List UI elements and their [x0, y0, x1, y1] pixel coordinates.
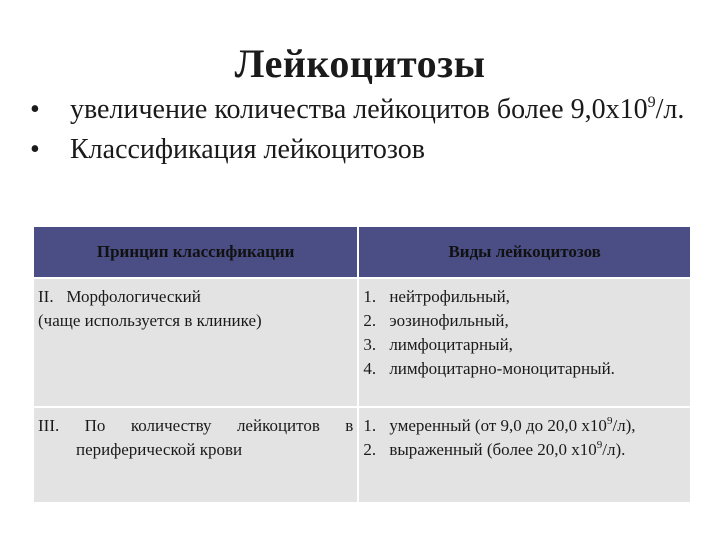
item-text-part: умеренный (от 9,0 до 20,0 х10	[389, 416, 607, 435]
bullet-marker: •	[30, 94, 40, 125]
bullet-text-part: /л.	[655, 94, 685, 125]
list-item	[363, 438, 686, 462]
item-text: лимфоцитарный,	[389, 335, 513, 354]
item-number: 4.	[363, 359, 377, 378]
item-text-part: выраженный (более 20,0 х10	[389, 440, 597, 459]
principle-note: периферической крови	[76, 440, 243, 459]
item-text: эозинофильный,	[389, 311, 509, 330]
item-text	[389, 414, 686, 438]
types-cell	[358, 407, 690, 503]
bullet-text	[70, 94, 700, 126]
principle-word: количеству	[130, 416, 212, 435]
principle-word: По	[84, 416, 106, 435]
table-row	[34, 278, 690, 407]
list-item	[363, 333, 686, 357]
table-row	[34, 407, 690, 503]
bullet-item	[30, 94, 700, 126]
item-number: 1.	[363, 287, 377, 306]
classification-table	[34, 227, 690, 504]
types-cell	[358, 278, 690, 407]
item-text-part: /л).	[602, 440, 626, 459]
item-text	[389, 438, 686, 462]
item-text: лимфоцитарно-моноцитарный.	[389, 359, 615, 378]
item-number: 3.	[363, 335, 377, 354]
item-number: 2.	[363, 311, 377, 330]
item-number: 2.	[363, 440, 377, 459]
bullet-marker: •	[30, 134, 40, 165]
list-item	[363, 357, 686, 381]
item-number: 1.	[363, 416, 377, 435]
principle-word: в	[345, 416, 354, 435]
list-item	[363, 309, 686, 333]
superscript: 9	[606, 415, 613, 427]
bullet-item	[30, 134, 700, 166]
principle-word: III.	[38, 416, 60, 435]
item-text-part: /л),	[612, 416, 636, 435]
item-text: нейтрофильный,	[389, 287, 510, 306]
header-types: Виды лейкоцитозов	[358, 227, 690, 278]
principle-cell	[34, 278, 358, 407]
principle-line: II. Морфологический	[38, 287, 201, 306]
header-principle: Принцип классификации	[34, 227, 358, 278]
list-item	[363, 285, 686, 309]
bullet-text-part: увеличение количества лейкоцитов более 9,0х10	[70, 94, 648, 125]
list-item	[363, 414, 686, 438]
superscript: 9	[647, 94, 656, 111]
principle-word: лейкоцитов	[236, 416, 320, 435]
principle-cell	[34, 407, 358, 503]
table-header-row	[34, 227, 690, 278]
superscript: 9	[596, 439, 603, 451]
principle-note: (чаще используется в клинике)	[38, 311, 262, 330]
bullet-list	[30, 94, 700, 174]
bullet-text: Классификация лейкоцитозов	[70, 134, 426, 165]
slide-title: Лейкоцитозы	[234, 41, 486, 86]
principle-line	[38, 414, 353, 438]
